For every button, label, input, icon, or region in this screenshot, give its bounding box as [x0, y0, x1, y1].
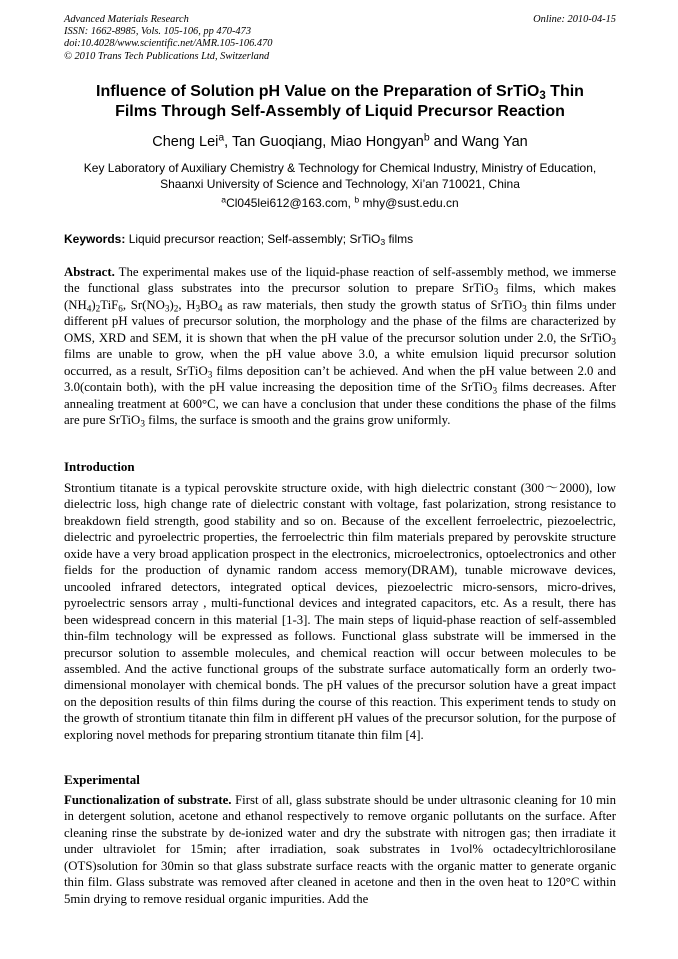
- doi-line: doi:10.4028/www.scientific.net/AMR.105-106.470: [64, 38, 273, 50]
- journal-name: Advanced Materials Research: [64, 14, 189, 25]
- title-line-1: Influence of Solution pH Value on the Preparation of SrTiO$_3$ Thin: [96, 83, 584, 102]
- title-line-2: Films Through Self-Assembly of Liquid Precursor Reaction: [115, 103, 565, 120]
- subsection-label: Functionalization of substrate.: [64, 793, 232, 807]
- experimental-heading: Experimental: [64, 772, 140, 787]
- paper-title: [64, 82, 616, 122]
- abstract: Abstract. The experimental makes use of the liquid-phase reaction of self-assembly method, we immerse the functional glass substrates into the precursor solution to prepare SrTiO$_3$ films, which makes $(NH_4)_2TiF_6$, $Sr(NO_3)_2$, $H_3BO_4$ as raw materials, then study the growth status of SrTiO$_3$ thin films under different pH values of precursor solution, the morphology and the phase of the films are characterized by OMS, XRD and SEM, it is shown that when the pH value of the precursor solution under 2.0, the SrTiO$_3$ films are unable to grow, when the pH value above 3.0, a white emulsion liquid precursor solution occurred, as a result, SrTiO$_3$ films deposition can’t be achieved. And when the pH value between 2.0 and 3.0(contain both), with the pH value increasing the deposition time of the SrTiO$_3$ films decreases. After annealing treatment at 600°C, we can have a conclusion that under these conditions the phase of the films are pure SrTiO$_3$ films, the surface is smooth and the grains grow uniformly.: [64, 265, 617, 429]
- author-emails: $^a$Cl045lei612@163.com, $^b$ mhy@sust.edu.cn: [221, 194, 459, 210]
- keywords: Keywords: Liquid precursor reaction; Self-assembly; SrTiO$_3$ films: [64, 232, 414, 248]
- online-date: Online: 2010-04-15: [533, 14, 616, 25]
- copyright-line: © 2010 Trans Tech Publications Ltd, Switzerland: [64, 50, 270, 62]
- author-list: Cheng Lei$^a$, Tan Guoqiang, Miao Hongyan$^b$ and Wang Yan: [152, 132, 528, 150]
- email-link[interactable]: Cl045lei612@163.com,: [226, 196, 355, 210]
- affiliation: Key Laboratory of Auxiliary Chemistry & Technology for Chemical Industry, Ministry of Education, Shaanxi University of Science and Technology, Xi’an 710021, China: [83, 161, 597, 191]
- journal-header: [64, 14, 616, 63]
- experimental-paragraph: Functionalization of substrate. First of all, glass substrate should be under ultrasonic cleaning for 10 min in detergent solution, acetone and ethanol respectively to remove organic pollutants on the surface. After cleaning rinse the substrate by de-ionized water and dry the substrate with nitrogen gas; then irradiate it under ultraviolet for 15min; after irradiation, soak substrates in 1vol% octadecyltrichlorosilane (OTS)solution for 30min so that glass substrate surface reacts with the organic matter to generate organic thin film. Glass substrate was removed after cleaned in acetone and then in the oven heat to 120°C within 5min drying to remove residual organic impurities. Add the: [64, 793, 616, 906]
- introduction-heading: Introduction: [64, 459, 135, 474]
- issn-line: ISSN: 1662-8985, Vols. 105-106, pp 470-473: [64, 26, 252, 38]
- introduction-paragraph: Strontium titanate is a typical perovskite structure oxide, with high dielectric constant (300～2000), low dielectric loss, high change rate of dielectric constant with voltage, fast polarization, strong resistance to breakdown field strength, good stability and so on. Because of the excellent ferroelectric, piezoelectric, dielectric and pyroelectric properties, the ferroelectric thin film materials prepared by perovskite structure oxide have a very broad application prospect in the electronics, microelectronics, optoelectronics and other fields for the production of dynamic random access memory(DRAM), tunable microwave devices, uncooled infrared detectors, integrated optical devices, piezoelectric micro-sensors, micro-drives, pyroelectric sensors array , multi-functional devices and integrated capacitors, etc. As a result, there has been widespread concern in this material [1-3]. The main steps of liquid-phase reaction of self-assembled thin-film technology will be expressed as follows. Functional glass substrate will be immersed in the precursor solution to assemble molecules, and chemical reaction will occur between molecules to be assembled. And the active functional groups of the substrate surface automatically form an orderly two-dimensional monolayer with chemical bonds. The pH values of the precursor solution have a great impact on the deposition results of thin films during the course of this reaction. This experiment tends to study on the growth of strontium titanate thin film in different pH values of the precursor solution, for the purpose of exploring novel methods for preparing strontium titanate thin film [4].: [64, 481, 616, 742]
- email-link[interactable]: mhy@sust.edu.cn: [359, 196, 459, 210]
